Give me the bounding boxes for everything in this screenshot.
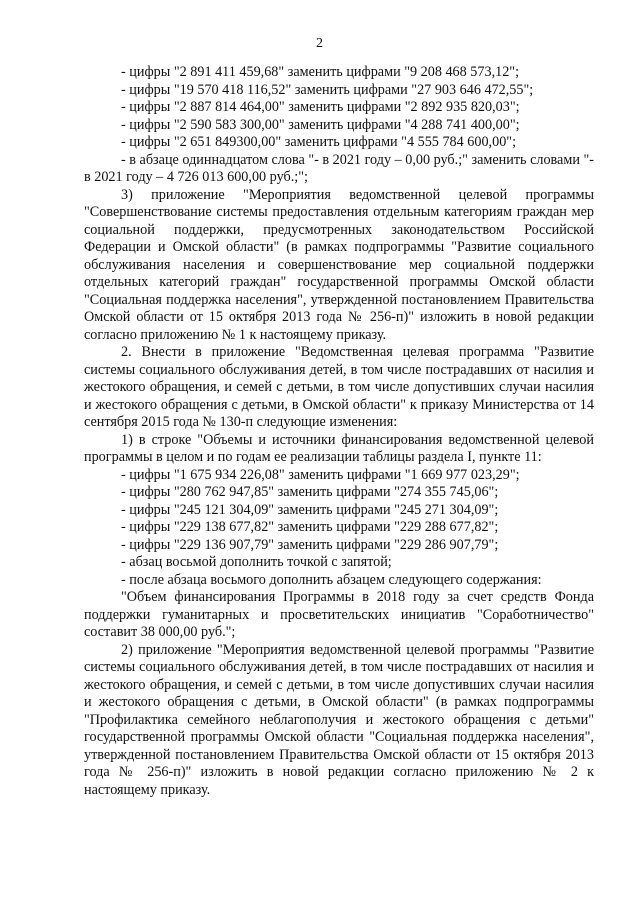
list-item: - цифры "2 590 583 300,00" заменить цифрами "4 288 741 400,00"; [121,116,520,133]
paragraph: - в абзаце одиннадцатом слова "- в 2021 году – 0,00 руб.;" заменить словами "- в 2021 году – 4 726 013 600,00 руб.;"; [84,151,594,185]
paragraph: 2. Внести в приложение "Ведомственная целевая программа "Развитие системы социального обслуживания детей, в том числе пострадавших от насилия и жестокого обращения, и семей с детьми, в том числе допустивших случаи насилия и жестокого обращения с детьми, в Омской области" к приказу Министерства от 14 сентября 2015 года № 130-п следующие изменения: [84,344,594,430]
list-item: - абзац восьмой дополнить точкой с запятой; [121,554,392,570]
list-item: - после абзаца восьмого дополнить абзацем следующего содержания: [121,571,542,588]
list-item: - цифры "229 138 677,82" заменить цифрами "229 288 677,82"; [121,519,499,535]
list-item: - цифры "19 570 418 116,52" заменить цифрами "27 903 646 472,55"; [121,81,534,98]
paragraph: 2) приложение "Мероприятия ведомственной целевой программы "Развитие системы социального обслуживания детей, в том числе пострадавших от насилия и жестокого обращения, и семей с детьми, в том числе допустивших случаи насилия и жестокого обращения с детьми, в Омской области" (в рамках подпрограммы "Профилактика семейного неблагополучия и жестокого обращения с детьми" государственной программы Омской области "Социальная поддержка населения", утвержденной постановлением Правительства Омской области от 15 октября 2013 года № 256-п)" изложить в новой редакции согласно приложению № 2 к настоящему приказу. [84,641,594,798]
list-item: - цифры "229 136 907,79" заменить цифрами "229 286 907,79"; [121,536,499,553]
paragraph: "Объем финансирования Программы в 2018 году за счет средств Фонда поддержки гуманитарных и просветительских инициатив "Соработничество" составит 38 000,00 руб."; [84,589,594,640]
list-item: - цифры "1 675 934 226,08" заменить цифрами "1 669 977 023,29"; [121,466,520,483]
paragraph: 3) приложение "Мероприятия ведомственной целевой программы "Совершенствование системы предоставления отдельным категориям граждан мер социальной поддержки, предусмотренных законодательством Российской Федерации и Омской области" (в рамках подпрограммы "Развитие социального обслуживания населения и совершенствование мер социальной поддержки отдельных категорий граждан" государственной программы Омской области "Социальная поддержка населения", утвержденной постановлением Правительства Омской области от 15 октября 2013 года № 256-п)" изложить в новой редакции согласно приложению № 1 к настоящему приказу. [84,186,594,343]
list-item: - цифры "280 762 947,85" заменить цифрами "274 355 745,06"; [121,484,499,500]
list-item: - цифры "2 891 411 459,68" заменить цифрами "9 208 468 573,12"; [121,64,520,80]
document-body [84,64,594,799]
paragraph: 1) в строке "Объемы и источники финансирования ведомственной целевой программы в целом и по годам ее реализации таблицы раздела I, пункте 11: [84,431,594,465]
list-item: - цифры "2 651 849300,00" заменить цифрами "4 555 784 600,00"; [121,134,517,150]
page-number: 2 [316,36,323,51]
list-item: - цифры "245 121 304,09" заменить цифрами "245 271 304,09"; [121,501,499,518]
list-item: - цифры "2 887 814 464,00" заменить цифрами "2 892 935 820,03"; [121,99,520,115]
